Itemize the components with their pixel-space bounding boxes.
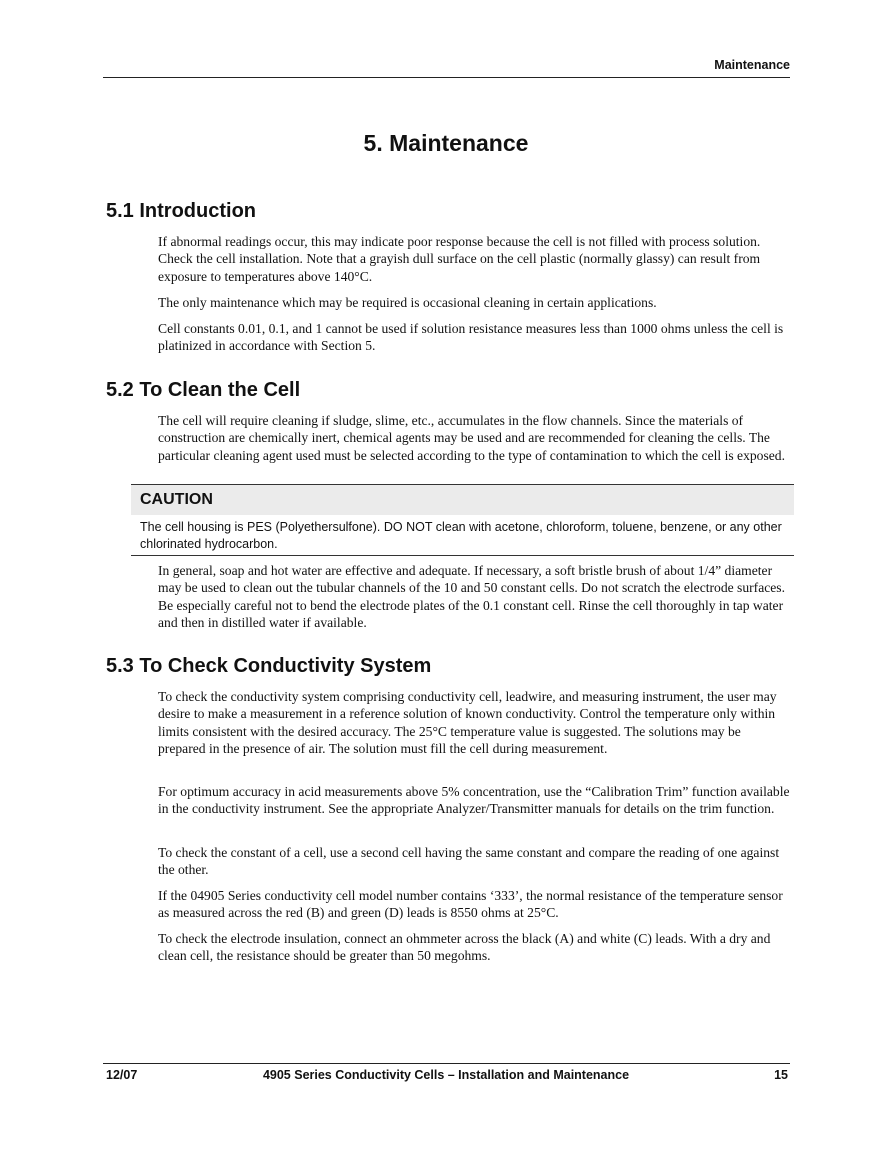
footer-rule: [103, 1063, 790, 1064]
chapter-title: 5. Maintenance: [363, 130, 529, 156]
paragraph: In general, soap and hot water are effective and adequate. If necessary, a soft bristle brush of about 1/4” diameter may be used to clean out the tubular channels of the 10 and 50 constant cells. Do not scratch the electrode surfaces. Be especially careful not to bend the electrode plates of the 0.1 constant cell. Rinse the cell thoroughly in tap water and then in distilled water if available.: [158, 563, 785, 630]
footer-page-number: 15: [774, 1068, 788, 1082]
caution-text: The cell housing is PES (Polyethersulfone). DO NOT clean with acetone, chloroform, toluene, benzene, or any other chlorinated hydrocarbon.: [140, 520, 782, 551]
paragraph: If abnormal readings occur, this may indicate poor response because the cell is not filled with process solution. Check the cell installation. Note that a grayish dull surface on the cell plastic (normally glassy) can result from exposure to temperatures above 140°C.: [158, 234, 761, 284]
section-heading-introduction: 5.1 Introduction: [106, 200, 256, 222]
footer-date: 12/07: [106, 1068, 138, 1082]
header-rule: [103, 77, 790, 78]
caution-bottom-rule: [131, 555, 794, 556]
paragraph: To check the conductivity system comprising conductivity cell, leadwire, and measuring instrument, the user may desire to make a measurement in a reference solution of known conductivity. Control the temperature only within limits consistent with the desired accuracy. The 25°C temperature value is suggested. The solutions may be prepared in the presence of air. The solution must fill the cell during measurement.: [158, 689, 777, 756]
section-heading-check-system: 5.3 To Check Conductivity System: [106, 655, 432, 677]
caution-band: [131, 484, 794, 515]
paragraph: If the 04905 Series conductivity cell model number contains ‘333’, the normal resistance of the temperature sensor as measured across the red (B) and green (D) leads is 8550 ohms at 25°C.: [158, 888, 783, 921]
paragraph: The only maintenance which may be required is occasional cleaning in certain applications.: [158, 295, 657, 310]
footer-document-title: 4905 Series Conductivity Cells – Installation and Maintenance: [262, 1068, 630, 1082]
paragraph: The cell will require cleaning if sludge, slime, etc., accumulates in the flow channels. Since the materials of construction are chemically inert, chemical agents may be used and are recommended for cleaning the cells. The particular cleaning agent used must be selected according to the type of contamination to which the cell is exposed.: [158, 413, 785, 463]
paragraph: For optimum accuracy in acid measurements above 5% concentration, use the “Calibration Trim” function available in the conductivity instrument. See the appropriate Analyzer/Transmitter manuals for details on the trim function.: [158, 784, 790, 817]
paragraph: To check the constant of a cell, use a second cell having the same constant and compare the reading of one against the other.: [158, 845, 780, 878]
running-header: Maintenance: [714, 58, 790, 72]
paragraph: Cell constants 0.01, 0.1, and 1 cannot be used if solution resistance measures less than 1000 ohms unless the cell is platinized in accordance with Section 5.: [158, 321, 784, 354]
caution-title: CAUTION: [140, 491, 213, 508]
paragraph: To check the electrode insulation, connect an ohmmeter across the black (A) and white (C) leads. With a dry and clean cell, the resistance should be greater than 50 megohms.: [158, 931, 771, 964]
caution-box: [131, 484, 794, 556]
section-heading-clean-cell: 5.2 To Clean the Cell: [106, 379, 301, 401]
